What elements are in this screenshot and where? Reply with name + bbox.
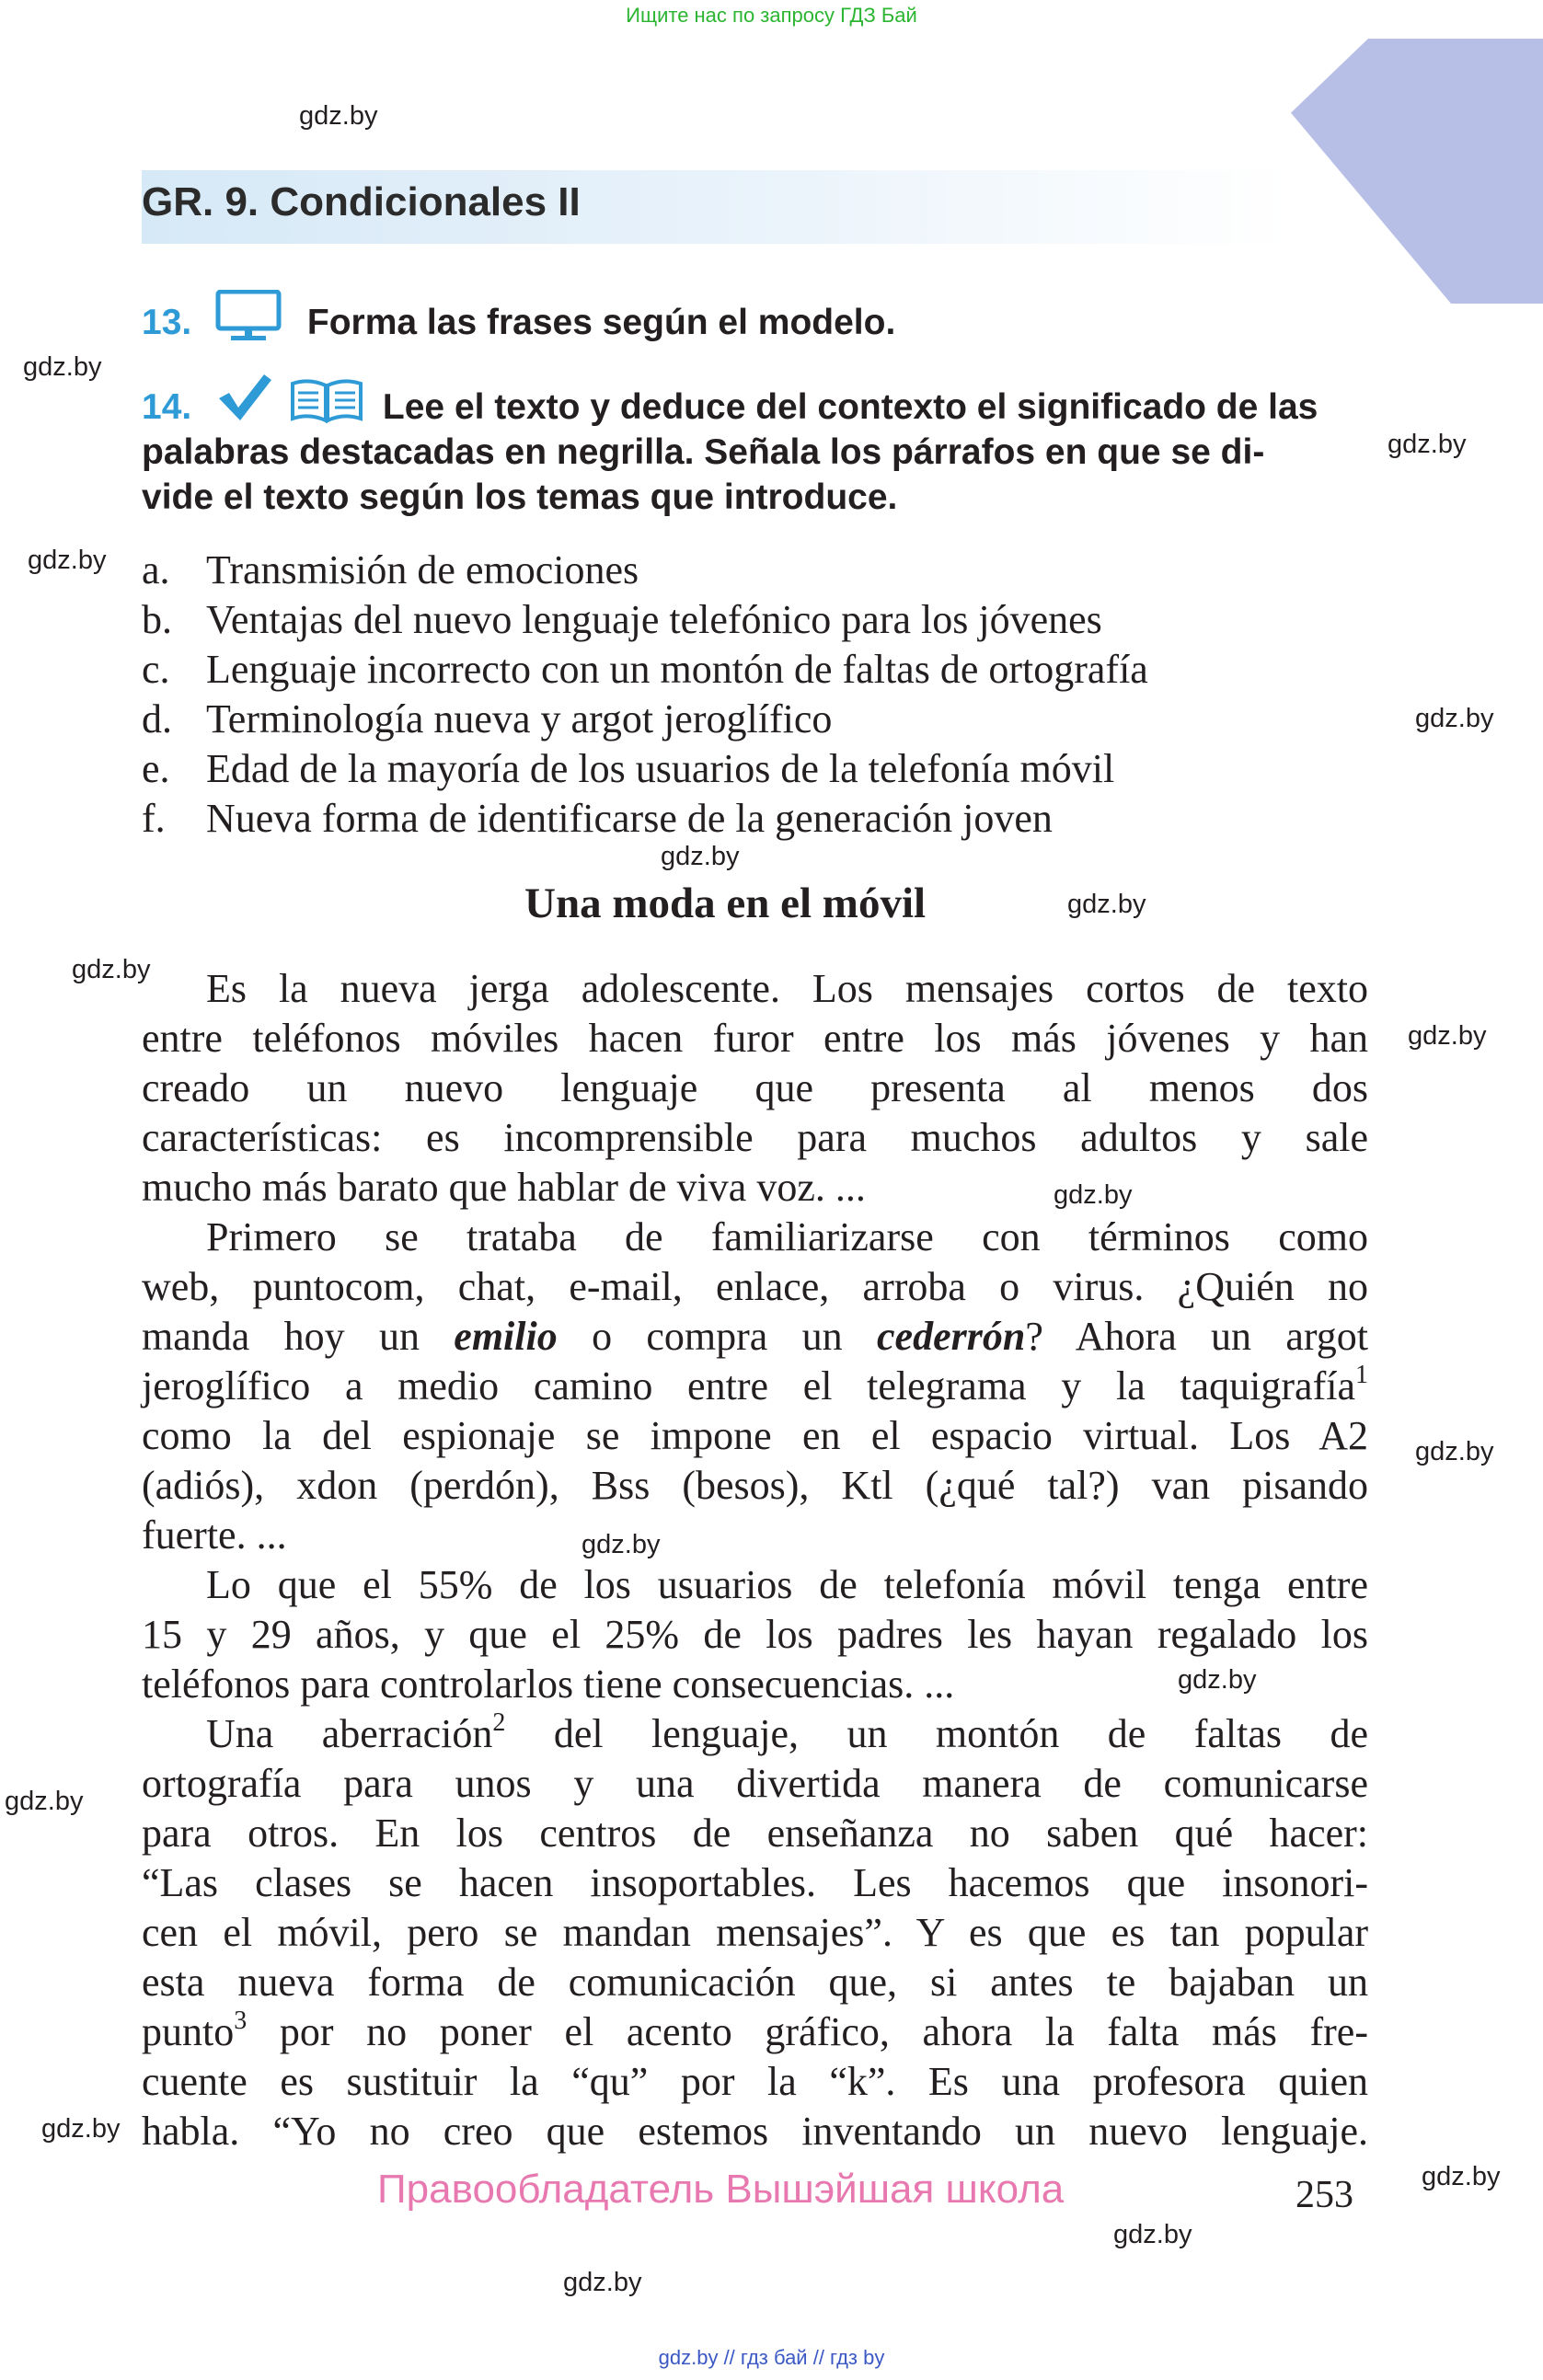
bottom-banner: gdz.by // гдз бай // гдз by: [658, 2346, 885, 2369]
task-instruction-line: vide el texto según los temas que introduce.: [142, 477, 898, 517]
watermark: gdz.by: [23, 352, 102, 382]
watermark: gdz.by: [1067, 890, 1146, 919]
option-text: Transmisión de emociones: [206, 547, 639, 592]
watermark: gdz.by: [28, 546, 107, 575]
paragraph-3: [142, 1560, 1368, 1709]
option-text: Terminología nueva y argot jeroglífico: [206, 696, 833, 742]
list-item: [142, 595, 1148, 645]
text-line: cuente es sustituir la “qu” por la “k”. Es una profesora quien: [142, 2059, 1368, 2104]
list-item: [142, 695, 1148, 744]
watermark: gdz.by: [1408, 1021, 1487, 1051]
task-instruction-line: Lee el texto y deduce del contexto el significado de las: [382, 387, 1318, 427]
text-run: ? Ahora un argot: [1025, 1314, 1369, 1359]
watermark: gdz.by: [1178, 1665, 1257, 1695]
watermark: gdz.by: [299, 101, 378, 131]
watermark: gdz.by: [1388, 430, 1467, 459]
footnote-marker: 3: [234, 2006, 248, 2035]
watermark: gdz.by: [5, 1787, 84, 1816]
text-line: mucho más barato que hablar de viva voz. ...: [142, 1165, 866, 1210]
highlighted-word: cederrón: [877, 1314, 1026, 1359]
option-letter: c.: [142, 647, 170, 692]
text-line: [142, 2007, 1368, 2057]
option-letter: d.: [142, 696, 172, 742]
text-line: creado un nuevo lenguaje que presenta al menos dos: [142, 1065, 1368, 1110]
text-line: teléfonos para controlarlos tiene consecuencias. ...: [142, 1661, 955, 1707]
task-number: 13.: [142, 303, 192, 342]
option-letter: a.: [142, 547, 170, 592]
watermark: gdz.by: [1422, 2162, 1501, 2191]
task-instruction-line: palabras destacadas en negrilla. Señala los párrafos en que se di-: [142, 432, 1265, 472]
task-number: 14.: [142, 387, 192, 427]
checkmark-icon: [216, 373, 273, 419]
option-text: Ventajas del nuevo lenguaje telefónico para los jóvenes: [206, 597, 1102, 642]
list-item: [142, 645, 1148, 695]
text-run: o compra un: [557, 1314, 878, 1359]
paragraph-2: [142, 1213, 1368, 1560]
text-line: (adiós), xdon (perdón), Bss (besos), Ktl (¿qué tal?) van pisando: [142, 1463, 1368, 1508]
text-line: como la del espionaje se impone en el espacio virtual. Los A2: [142, 1413, 1368, 1458]
text-run: Una aberración: [206, 1711, 493, 1756]
book-icon: [289, 376, 364, 422]
text-line: web, puntocom, chat, e-mail, enlace, arroba o virus. ¿Quién no: [142, 1264, 1368, 1309]
text-run: manda hoy un: [142, 1314, 455, 1359]
text-line: Lo que el 55% de los usuarios de telefonía móvil tenga entre: [206, 1562, 1368, 1607]
paragraph-4: [142, 1709, 1368, 2156]
text-line: [142, 1312, 1368, 1362]
watermark: gdz.by: [1415, 1437, 1494, 1466]
watermark: gdz.by: [563, 2268, 642, 2297]
task-instruction: Forma las frases según el modelo.: [306, 303, 896, 342]
text-line: Es la nueva jerga adolescente. Los mensajes cortos de texto: [206, 966, 1368, 1011]
task-13: [142, 290, 895, 345]
text-line: Primero se trataba de familiarizarse con términos como: [206, 1214, 1368, 1259]
article-title: Una moda en el móvil: [524, 880, 927, 927]
list-item: [142, 794, 1148, 844]
option-letter: f.: [142, 796, 166, 841]
option-letter: b.: [142, 597, 172, 642]
text-line: 15 y 29 años, y que el 25% de los padres les hayan regalado los: [142, 1612, 1368, 1657]
paragraph-1: [142, 964, 1368, 1213]
watermark: gdz.by: [582, 1530, 661, 1559]
page-number: 253: [1295, 2174, 1353, 2216]
highlighted-word: emilio: [454, 1314, 558, 1359]
text-line: para otros. En los centros de enseñanza no saben qué hacer:: [142, 1811, 1368, 1856]
task-14: [142, 373, 1370, 520]
text-line: características: es incomprensible para muchos adultos y sale: [142, 1115, 1368, 1160]
text-run: jeroglífico a medio camino entre el telegrama y la taquigrafía: [142, 1363, 1355, 1408]
option-text: Nueva forma de identificarse de la generación joven: [206, 796, 1053, 841]
text-line: cen el móvil, pero se mandan mensajes”. Y es que es tan popular: [142, 1910, 1368, 1955]
copyright-owner: Правообладатель Вышэйшая школа: [377, 2167, 1065, 2212]
watermark: gdz.by: [72, 955, 151, 984]
option-letter: e.: [142, 746, 170, 791]
list-item: [142, 744, 1148, 794]
text-run: del lenguaje, un montón de faltas de: [505, 1711, 1368, 1756]
watermark: gdz.by: [1054, 1180, 1133, 1210]
text-line: ortografía para unos y una divertida manera de comunicarse: [142, 1761, 1368, 1806]
corner-decoration: [1291, 39, 1543, 304]
section-heading: GR. 9. Condicionales II: [142, 179, 581, 224]
watermark: gdz.by: [41, 2114, 121, 2144]
watermark: gdz.by: [1113, 2220, 1192, 2249]
options-list: [142, 546, 1148, 844]
computer-icon: [214, 290, 284, 334]
option-text: Edad de la mayoría de los usuarios de la telefonía móvil: [206, 746, 1115, 791]
footnote-marker: 2: [492, 1708, 506, 1737]
text-line: [142, 1709, 1368, 1759]
text-line: habla. “Yo no creo que estemos inventando un nuevo lenguaje.: [142, 2109, 1368, 2154]
text-run: por no poner el acento gráfico, ahora la falta más fre-: [247, 2009, 1368, 2054]
list-item: [142, 546, 1148, 595]
option-text: Lenguaje incorrecto con un montón de faltas de ortografía: [206, 647, 1148, 692]
text-line: “Las clases se hacen insoportables. Les hacemos que insonori-: [142, 1860, 1368, 1905]
text-line: entre teléfonos móviles hacen furor entre los más jóvenes y han: [142, 1016, 1368, 1061]
watermark: gdz.by: [1415, 704, 1494, 733]
text-line: [142, 1362, 1368, 1411]
text-run: punto: [142, 2009, 235, 2054]
watermark: gdz.by: [661, 842, 740, 871]
top-banner: Ищите нас по запросу ГДЗ Бай: [626, 4, 917, 27]
text-line: fuerte. ...: [142, 1512, 287, 1558]
text-line: esta nueva forma de comunicación que, si antes te bajaban un: [142, 1960, 1368, 2005]
footnote-marker: 1: [1355, 1361, 1368, 1389]
